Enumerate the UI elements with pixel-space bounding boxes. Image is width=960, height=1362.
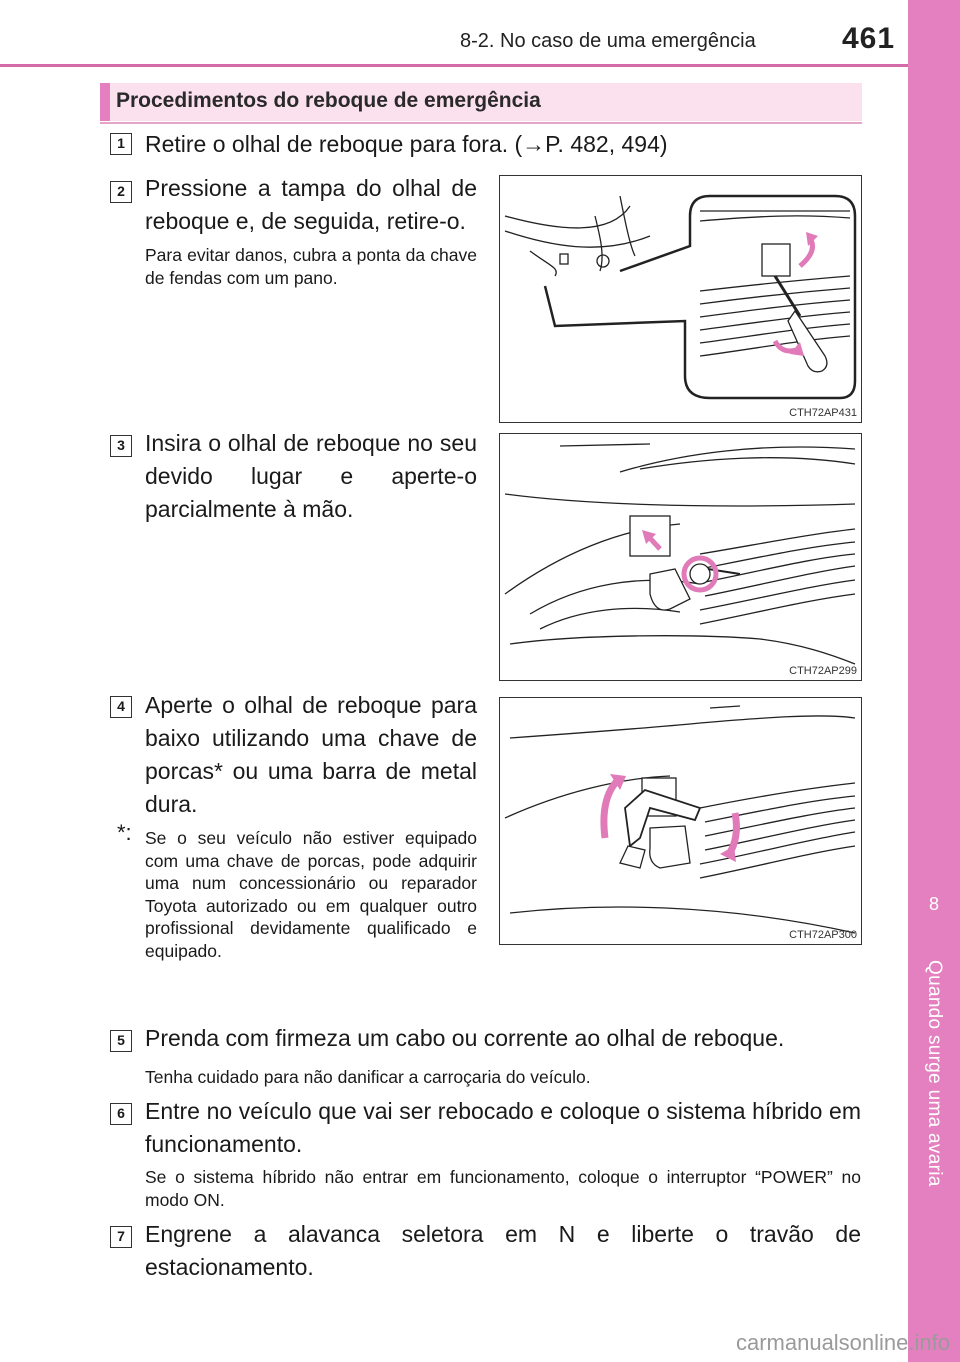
- figure-insert-eyelet: [499, 433, 862, 681]
- step-marker-2: 2: [110, 181, 132, 203]
- step-2-text: Pressione a tampa do olhal de reboque e, de seguida, retire-o.: [145, 175, 477, 234]
- footnote-mark: *:: [117, 820, 132, 845]
- step-marker-4: 4: [110, 696, 132, 718]
- step-2-note: Para evitar danos, cubra a ponta da chave de fendas com um pano.: [145, 245, 477, 288]
- tow-hook-cover-removal-illustration: [500, 176, 860, 421]
- tow-eyelet-insertion-illustration: [500, 434, 860, 679]
- banner-divider: [100, 122, 862, 124]
- step-marker-3: 3: [110, 435, 132, 457]
- step-6-note: Se o sistema híbrido não entrar em funcionamento, coloque o interruptor “POWER” no modo ON.: [145, 1167, 861, 1210]
- section-title: 8-2. No caso de uma emergência: [460, 30, 756, 52]
- chapter-number: 8: [928, 894, 939, 914]
- step-7-text: Engrene a alavanca seletora em N e liberte o travão de estacionamento.: [145, 1221, 861, 1280]
- procedure-title: Procedimentos do reboque de emergência: [116, 89, 541, 112]
- step-5-text: Prenda com firmeza um cabo ou corrente ao olhal de reboque.: [145, 1025, 785, 1051]
- step-marker-1: 1: [110, 133, 132, 155]
- step-marker-7: 7: [110, 1226, 132, 1248]
- figure-tighten-eyelet: [499, 697, 862, 945]
- header-divider: [0, 64, 908, 67]
- tow-eyelet-tightening-illustration: [500, 698, 860, 943]
- figure-code-3: CTH72AP299: [789, 665, 857, 677]
- page-number: 461: [842, 22, 896, 55]
- step-5-note: Tenha cuidado para não danificar a carroçaria do veículo.: [145, 1067, 591, 1087]
- figure-code-2: CTH72AP431: [789, 407, 857, 419]
- step-marker-5: 5: [110, 1030, 132, 1052]
- chapter-title: Quando surge uma avaria: [924, 960, 945, 1187]
- step-3-text: Insira o olhal de reboque no seu devido lugar e aperte-o parcialmente à mão.: [145, 430, 477, 522]
- step-4-footnote: Se o seu veículo não estiver equipado com uma chave de porcas, pode adquirir uma num concessionário ou reparador Toyota autorizado ou em qualquer outro profissional devidamente qualificado e equipado.: [145, 828, 477, 961]
- step-marker-6: 6: [110, 1103, 132, 1125]
- figure-remove-cover: [499, 175, 862, 423]
- watermark: carmanualsonline.info: [735, 1330, 950, 1355]
- step-6-text: Entre no veículo que vai ser rebocado e coloque o sistema híbrido em funcionamento.: [145, 1098, 861, 1157]
- figure-code-4: CTH72AP300: [789, 929, 857, 941]
- step-4-text: Aperte o olhal de reboque para baixo utilizando uma chave de porcas* ou uma barra de metal dura.: [145, 692, 477, 817]
- step-1-text: Retire o olhal de reboque para fora. (→P. 482, 494): [145, 131, 668, 157]
